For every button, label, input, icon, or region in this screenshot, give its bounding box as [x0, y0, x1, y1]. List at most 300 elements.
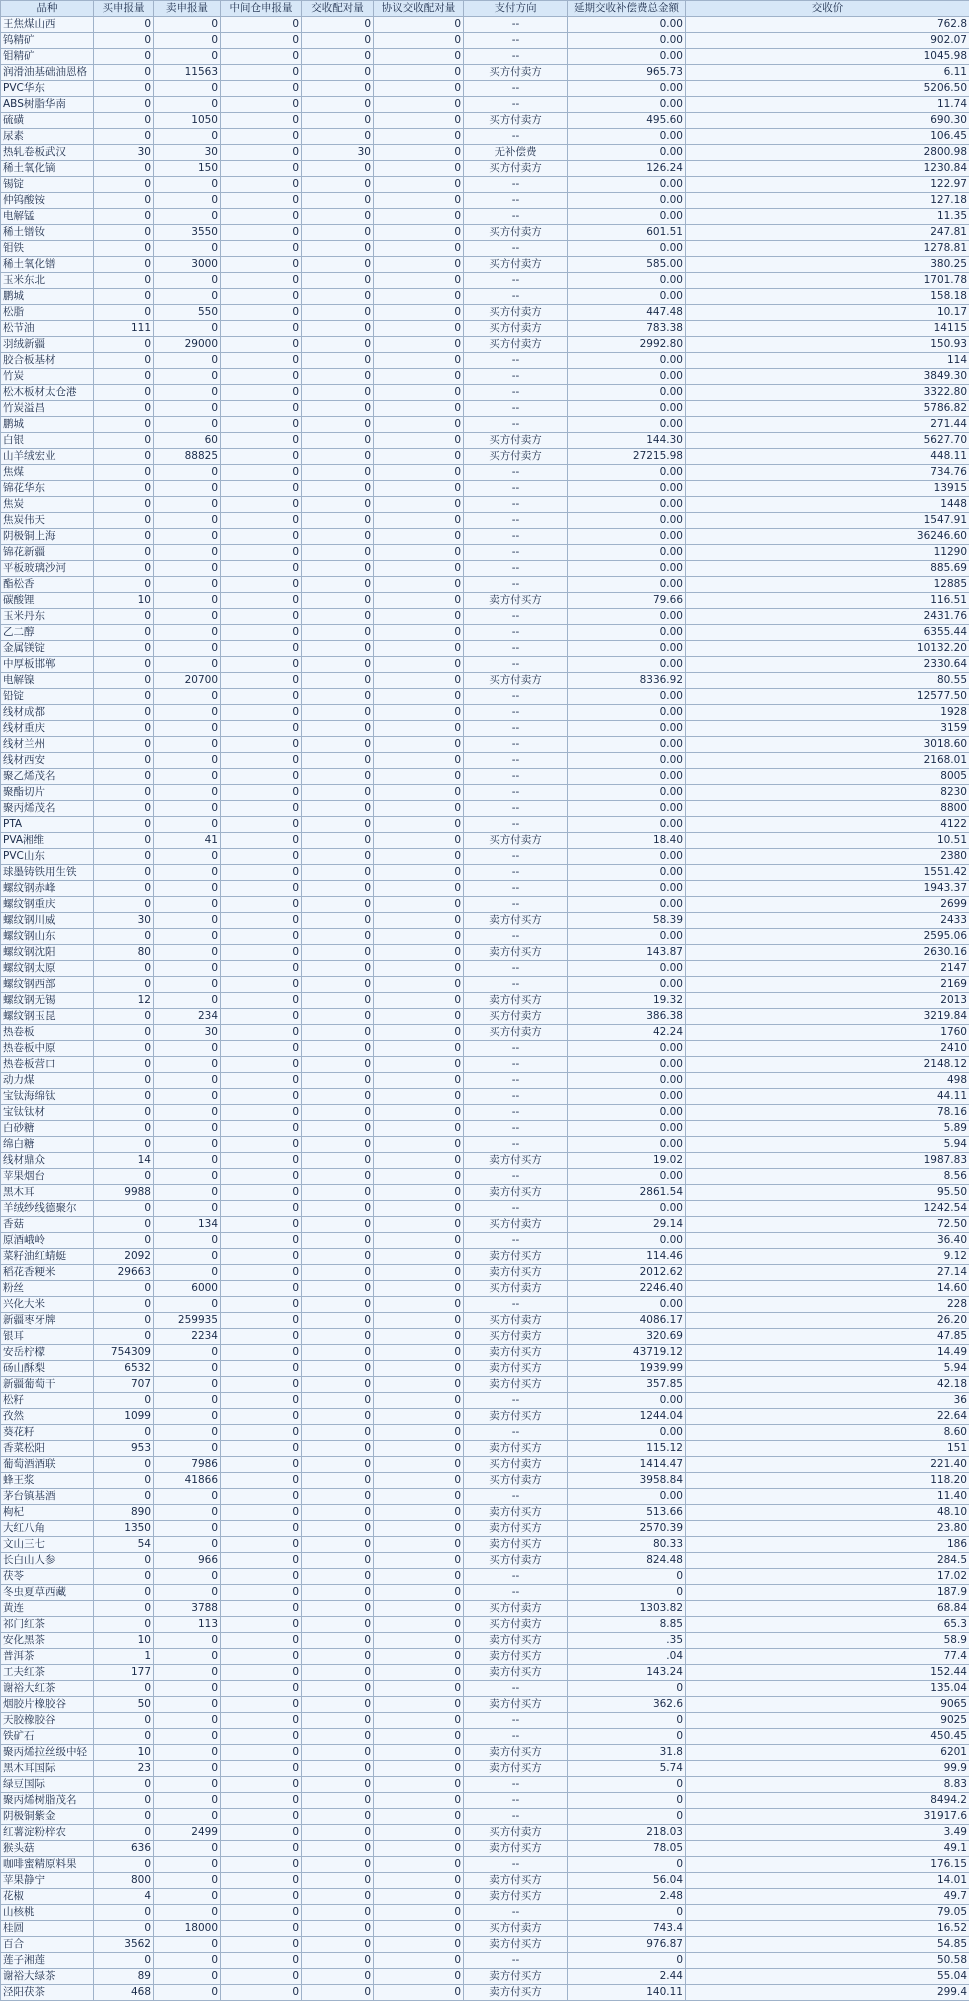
sell-declared-cell: 0 [154, 417, 221, 433]
intermediate-declared-cell: 0 [221, 17, 302, 33]
delivery-price-cell: 65.3 [686, 1617, 969, 1633]
table-row [1, 881, 969, 897]
delivery-price-cell: 2630.16 [686, 945, 969, 961]
agreement-matched-cell: 0 [374, 241, 464, 257]
agreement-matched-cell: 0 [374, 1169, 464, 1185]
delivery-matched-cell: 0 [302, 433, 374, 449]
sell-declared-cell: 11563 [154, 65, 221, 81]
buy-declared-cell: 0 [94, 1281, 154, 1297]
buy-declared-cell: 0 [94, 1425, 154, 1441]
delivery-matched-cell: 0 [302, 1489, 374, 1505]
deferred-compensation-cell: 0 [568, 1569, 686, 1585]
intermediate-declared-cell: 0 [221, 913, 302, 929]
intermediate-declared-cell: 0 [221, 1297, 302, 1313]
delivery-matched-cell: 0 [302, 833, 374, 849]
intermediate-declared-cell: 0 [221, 1969, 302, 1985]
table-row [1, 1217, 969, 1233]
deferred-compensation-cell: 1414.47 [568, 1457, 686, 1473]
payment-direction-cell: -- [464, 641, 568, 657]
deferred-compensation-cell: 0.00 [568, 17, 686, 33]
agreement-matched-cell: 0 [374, 1185, 464, 1201]
table-row [1, 641, 969, 657]
variety-cell: ABS树脂华南 [1, 97, 94, 113]
payment-direction-cell: -- [464, 1713, 568, 1729]
table-row [1, 1297, 969, 1313]
variety-cell: 聚丙烯拉丝级中轻 [1, 1745, 94, 1761]
agreement-matched-cell: 0 [374, 753, 464, 769]
variety-cell: 锦花华东 [1, 481, 94, 497]
intermediate-declared-cell: 0 [221, 1905, 302, 1921]
intermediate-declared-cell: 0 [221, 1329, 302, 1345]
table-row [1, 1985, 969, 2001]
delivery-matched-cell: 0 [302, 1937, 374, 1953]
deferred-compensation-cell: 0.00 [568, 1233, 686, 1249]
sell-declared-cell: 0 [154, 977, 221, 993]
intermediate-declared-cell: 0 [221, 497, 302, 513]
table-row [1, 1105, 969, 1121]
buy-declared-cell: 0 [94, 465, 154, 481]
sell-declared-cell: 0 [154, 1889, 221, 1905]
variety-cell: 螺纹钢赤峰 [1, 881, 94, 897]
delivery-matched-cell: 0 [302, 33, 374, 49]
payment-direction-cell: 买方付卖方 [464, 161, 568, 177]
delivery-matched-cell: 0 [302, 1953, 374, 1969]
variety-cell: 烟胶片橡胶谷 [1, 1697, 94, 1713]
variety-cell: 桂圆 [1, 1921, 94, 1937]
payment-direction-cell: -- [464, 961, 568, 977]
intermediate-declared-cell: 0 [221, 1233, 302, 1249]
agreement-matched-cell: 0 [374, 1201, 464, 1217]
agreement-matched-cell: 0 [374, 705, 464, 721]
payment-direction-cell: -- [464, 657, 568, 673]
intermediate-declared-cell: 0 [221, 1585, 302, 1601]
intermediate-declared-cell: 0 [221, 465, 302, 481]
sell-declared-cell: 1050 [154, 113, 221, 129]
delivery-matched-cell: 0 [302, 97, 374, 113]
sell-declared-cell: 18000 [154, 1921, 221, 1937]
table-row [1, 1809, 969, 1825]
delivery-price-cell: 54.85 [686, 1937, 969, 1953]
table-row [1, 369, 969, 385]
delivery-matched-cell: 0 [302, 1425, 374, 1441]
deferred-compensation-cell: 965.73 [568, 65, 686, 81]
variety-cell: 王焦煤山西 [1, 17, 94, 33]
payment-direction-cell: -- [464, 545, 568, 561]
buy-declared-cell: 0 [94, 353, 154, 369]
variety-cell: 螺纹钢玉昆 [1, 1009, 94, 1025]
payment-direction-cell: -- [464, 1121, 568, 1137]
delivery-matched-cell: 0 [302, 113, 374, 129]
variety-cell: 冬虫夏草西藏 [1, 1585, 94, 1601]
agreement-matched-cell: 0 [374, 1713, 464, 1729]
sell-declared-cell: 3788 [154, 1601, 221, 1617]
sell-declared-cell: 0 [154, 1953, 221, 1969]
delivery-price-cell: 11.74 [686, 97, 969, 113]
buy-declared-cell: 953 [94, 1441, 154, 1457]
payment-direction-cell: -- [464, 481, 568, 497]
intermediate-declared-cell: 0 [221, 145, 302, 161]
payment-direction-cell: 卖方付买方 [464, 1265, 568, 1281]
delivery-matched-cell: 0 [302, 1985, 374, 2001]
sell-declared-cell: 0 [154, 1137, 221, 1153]
buy-declared-cell: 0 [94, 257, 154, 273]
delivery-matched-cell: 0 [302, 225, 374, 241]
deferred-compensation-cell: 0.00 [568, 737, 686, 753]
delivery-price-cell: 2147 [686, 961, 969, 977]
variety-cell: 天胶橡胶谷 [1, 1713, 94, 1729]
delivery-price-cell: 2013 [686, 993, 969, 1009]
payment-direction-cell: -- [464, 897, 568, 913]
deferred-compensation-cell: 0.00 [568, 769, 686, 785]
payment-direction-cell: -- [464, 385, 568, 401]
deferred-compensation-cell: 143.87 [568, 945, 686, 961]
agreement-matched-cell: 0 [374, 369, 464, 385]
delivery-price-cell: 2330.64 [686, 657, 969, 673]
intermediate-declared-cell: 0 [221, 769, 302, 785]
delivery-matched-cell: 0 [302, 161, 374, 177]
buy-declared-cell: 0 [94, 545, 154, 561]
sell-declared-cell: 0 [154, 1057, 221, 1073]
buy-declared-cell: 0 [94, 1009, 154, 1025]
payment-direction-cell: -- [464, 929, 568, 945]
agreement-matched-cell: 0 [374, 1377, 464, 1393]
agreement-matched-cell: 0 [374, 1633, 464, 1649]
payment-direction-cell: -- [464, 401, 568, 417]
deferred-compensation-cell: 495.60 [568, 113, 686, 129]
table-row [1, 1185, 969, 1201]
agreement-matched-cell: 0 [374, 945, 464, 961]
delivery-price-cell: 50.58 [686, 1953, 969, 1969]
intermediate-declared-cell: 0 [221, 1137, 302, 1153]
sell-declared-cell: 0 [154, 1361, 221, 1377]
sell-declared-cell: 0 [154, 1697, 221, 1713]
delivery-matched-cell: 0 [302, 49, 374, 65]
buy-declared-cell: 0 [94, 705, 154, 721]
delivery-matched-cell: 0 [302, 1889, 374, 1905]
intermediate-declared-cell: 0 [221, 1857, 302, 1873]
buy-declared-cell: 2092 [94, 1249, 154, 1265]
variety-cell: 酯松香 [1, 577, 94, 593]
table-row [1, 785, 969, 801]
payment-direction-cell: 卖方付买方 [464, 593, 568, 609]
payment-direction-cell: 卖方付买方 [464, 1889, 568, 1905]
intermediate-declared-cell: 0 [221, 785, 302, 801]
deferred-compensation-cell: 0.00 [568, 241, 686, 257]
payment-direction-cell: -- [464, 1729, 568, 1745]
variety-cell: 孜然 [1, 1409, 94, 1425]
variety-cell: 咖啡蜜精原料果 [1, 1857, 94, 1873]
deferred-compensation-cell: 0.00 [568, 1089, 686, 1105]
delivery-price-cell: 22.64 [686, 1409, 969, 1425]
buy-declared-cell: 0 [94, 1073, 154, 1089]
sell-declared-cell: 0 [154, 465, 221, 481]
variety-cell: 松籽 [1, 1393, 94, 1409]
delivery-price-cell: 3322.80 [686, 385, 969, 401]
delivery-price-cell: 8230 [686, 785, 969, 801]
deferred-compensation-cell: 0.00 [568, 385, 686, 401]
delivery-matched-cell: 0 [302, 609, 374, 625]
buy-declared-cell: 30 [94, 913, 154, 929]
deferred-compensation-cell: 0.00 [568, 401, 686, 417]
deferred-compensation-cell: 0 [568, 1729, 686, 1745]
payment-direction-cell: -- [464, 1489, 568, 1505]
sell-declared-cell: 2234 [154, 1329, 221, 1345]
variety-cell: 葡萄酒酒联 [1, 1457, 94, 1473]
sell-declared-cell: 0 [154, 657, 221, 673]
sell-declared-cell: 20700 [154, 673, 221, 689]
intermediate-declared-cell: 0 [221, 305, 302, 321]
sell-declared-cell: 0 [154, 753, 221, 769]
buy-declared-cell: 0 [94, 641, 154, 657]
delivery-price-cell: 42.18 [686, 1377, 969, 1393]
delivery-price-cell: 1987.83 [686, 1153, 969, 1169]
intermediate-declared-cell: 0 [221, 449, 302, 465]
table-row [1, 1041, 969, 1057]
intermediate-declared-cell: 0 [221, 1841, 302, 1857]
intermediate-declared-cell: 0 [221, 385, 302, 401]
table-row [1, 705, 969, 721]
delivery-matched-cell: 0 [302, 1345, 374, 1361]
variety-cell: 聚酯切片 [1, 785, 94, 801]
agreement-matched-cell: 0 [374, 641, 464, 657]
sell-declared-cell: 234 [154, 1009, 221, 1025]
agreement-matched-cell: 0 [374, 1777, 464, 1793]
buy-declared-cell: 177 [94, 1665, 154, 1681]
payment-direction-cell: -- [464, 1169, 568, 1185]
buy-declared-cell: 0 [94, 1905, 154, 1921]
table-row [1, 1777, 969, 1793]
buy-declared-cell: 0 [94, 241, 154, 257]
payment-direction-cell: 买方付卖方 [464, 1473, 568, 1489]
table-row [1, 1089, 969, 1105]
variety-cell: 螺纹钢西部 [1, 977, 94, 993]
intermediate-declared-cell: 0 [221, 1681, 302, 1697]
buy-declared-cell: 0 [94, 657, 154, 673]
deferred-compensation-cell: 0.00 [568, 289, 686, 305]
deferred-compensation-cell: 0.00 [568, 849, 686, 865]
sell-declared-cell: 0 [154, 1905, 221, 1921]
payment-direction-cell: 买方付卖方 [464, 321, 568, 337]
delivery-price-cell: 1551.42 [686, 865, 969, 881]
agreement-matched-cell: 0 [374, 1041, 464, 1057]
table-row [1, 1457, 969, 1473]
agreement-matched-cell: 0 [374, 321, 464, 337]
delivery-price-cell: 122.97 [686, 177, 969, 193]
table-row [1, 33, 969, 49]
delivery-price-cell: 5206.50 [686, 81, 969, 97]
sell-declared-cell: 0 [154, 1105, 221, 1121]
agreement-matched-cell: 0 [374, 497, 464, 513]
buy-declared-cell: 0 [94, 433, 154, 449]
variety-cell: 长白山人参 [1, 1553, 94, 1569]
agreement-matched-cell: 0 [374, 1489, 464, 1505]
delivery-price-cell: 3219.84 [686, 1009, 969, 1025]
deferred-compensation-cell: 0 [568, 1585, 686, 1601]
delivery-price-cell: 8.83 [686, 1777, 969, 1793]
payment-direction-cell: -- [464, 177, 568, 193]
variety-cell: 莲子湘莲 [1, 1953, 94, 1969]
variety-cell: 粉丝 [1, 1281, 94, 1297]
variety-cell: 枸杞 [1, 1505, 94, 1521]
table-row [1, 1233, 969, 1249]
agreement-matched-cell: 0 [374, 1665, 464, 1681]
buy-declared-cell: 0 [94, 1057, 154, 1073]
payment-direction-cell: -- [464, 193, 568, 209]
delivery-matched-cell: 0 [302, 1905, 374, 1921]
sell-declared-cell: 0 [154, 1073, 221, 1089]
delivery-price-cell: 380.25 [686, 257, 969, 273]
table-row [1, 817, 969, 833]
variety-cell: 砀山酥梨 [1, 1361, 94, 1377]
deferred-compensation-cell: 0.00 [568, 577, 686, 593]
agreement-matched-cell: 0 [374, 113, 464, 129]
payment-direction-cell: -- [464, 273, 568, 289]
intermediate-declared-cell: 0 [221, 193, 302, 209]
payment-direction-cell: 买方付卖方 [464, 225, 568, 241]
table-row [1, 161, 969, 177]
table-row [1, 1569, 969, 1585]
delivery-price-cell: 118.20 [686, 1473, 969, 1489]
variety-cell: 银耳 [1, 1329, 94, 1345]
intermediate-declared-cell: 0 [221, 1649, 302, 1665]
variety-cell: 黑木耳国际 [1, 1761, 94, 1777]
variety-cell: 百合 [1, 1937, 94, 1953]
delivery-price-cell: 6201 [686, 1745, 969, 1761]
agreement-matched-cell: 0 [374, 801, 464, 817]
buy-declared-cell: 0 [94, 1713, 154, 1729]
table-row [1, 865, 969, 881]
buy-declared-cell: 1099 [94, 1409, 154, 1425]
table-row [1, 561, 969, 577]
payment-direction-cell: -- [464, 977, 568, 993]
delivery-matched-cell: 0 [302, 801, 374, 817]
delivery-matched-cell: 0 [302, 1729, 374, 1745]
intermediate-declared-cell: 0 [221, 1185, 302, 1201]
agreement-matched-cell: 0 [374, 657, 464, 673]
delivery-matched-cell: 0 [302, 849, 374, 865]
intermediate-declared-cell: 0 [221, 529, 302, 545]
buy-declared-cell: 0 [94, 1921, 154, 1937]
buy-declared-cell: 0 [94, 1953, 154, 1969]
table-row [1, 257, 969, 273]
payment-direction-cell: 卖方付买方 [464, 1185, 568, 1201]
delivery-matched-cell: 0 [302, 817, 374, 833]
delivery-price-cell: 55.04 [686, 1969, 969, 1985]
agreement-matched-cell: 0 [374, 1681, 464, 1697]
variety-cell: 文山三七 [1, 1537, 94, 1553]
intermediate-declared-cell: 0 [221, 433, 302, 449]
buy-declared-cell: 0 [94, 417, 154, 433]
table-row [1, 17, 969, 33]
buy-declared-cell: 0 [94, 449, 154, 465]
payment-direction-cell: 买方付卖方 [464, 1601, 568, 1617]
table-row [1, 321, 969, 337]
buy-declared-cell: 0 [94, 1137, 154, 1153]
variety-cell: 茅台镇基酒 [1, 1489, 94, 1505]
agreement-matched-cell: 0 [374, 1617, 464, 1633]
delivery-matched-cell: 0 [302, 305, 374, 321]
agreement-matched-cell: 0 [374, 977, 464, 993]
variety-cell: 螺纹钢沈阳 [1, 945, 94, 961]
sell-declared-cell: 0 [154, 1377, 221, 1393]
table-row [1, 1169, 969, 1185]
buy-declared-cell: 0 [94, 1105, 154, 1121]
buy-declared-cell: 0 [94, 225, 154, 241]
table-row [1, 1281, 969, 1297]
table-row [1, 1153, 969, 1169]
variety-cell: 乙二醇 [1, 625, 94, 641]
agreement-matched-cell: 0 [374, 97, 464, 113]
delivery-matched-cell: 0 [302, 961, 374, 977]
agreement-matched-cell: 0 [374, 65, 464, 81]
sell-declared-cell: 0 [154, 1745, 221, 1761]
buy-declared-cell: 0 [94, 1041, 154, 1057]
intermediate-declared-cell: 0 [221, 1313, 302, 1329]
deferred-compensation-cell: 0.00 [568, 657, 686, 673]
sell-declared-cell: 0 [154, 1233, 221, 1249]
variety-cell: 红薯淀粉梓农 [1, 1825, 94, 1841]
agreement-matched-cell: 0 [374, 1825, 464, 1841]
delivery-price-cell: 8.60 [686, 1425, 969, 1441]
payment-direction-cell: 卖方付买方 [464, 1361, 568, 1377]
sell-declared-cell: 0 [154, 241, 221, 257]
deferred-compensation-cell: 0.00 [568, 33, 686, 49]
variety-cell: 菜籽油红蜻蜓 [1, 1249, 94, 1265]
table-row [1, 449, 969, 465]
payment-direction-cell: 买方付卖方 [464, 1329, 568, 1345]
table-row [1, 1649, 969, 1665]
delivery-price-cell: 8.56 [686, 1169, 969, 1185]
payment-direction-cell: 买方付卖方 [464, 673, 568, 689]
sell-declared-cell: 0 [154, 1537, 221, 1553]
deferred-compensation-cell: 0.00 [568, 481, 686, 497]
agreement-matched-cell: 0 [374, 1745, 464, 1761]
deferred-compensation-cell: 1303.82 [568, 1601, 686, 1617]
deferred-compensation-cell: 0.00 [568, 81, 686, 97]
payment-direction-cell: -- [464, 49, 568, 65]
delivery-price-cell: 10132.20 [686, 641, 969, 657]
delivery-price-cell: 734.76 [686, 465, 969, 481]
table-row [1, 1873, 969, 1889]
table-row [1, 481, 969, 497]
table-row [1, 1393, 969, 1409]
intermediate-declared-cell: 0 [221, 513, 302, 529]
delivery-price-cell: 95.50 [686, 1185, 969, 1201]
agreement-matched-cell: 0 [374, 1265, 464, 1281]
variety-cell: 花椒 [1, 1889, 94, 1905]
buy-declared-cell: 0 [94, 1857, 154, 1873]
variety-cell: 绿豆国际 [1, 1777, 94, 1793]
intermediate-declared-cell: 0 [221, 865, 302, 881]
delivery-matched-cell: 0 [302, 337, 374, 353]
delivery-matched-cell: 0 [302, 17, 374, 33]
delivery-matched-cell: 0 [302, 1585, 374, 1601]
deferred-compensation-cell: 0.00 [568, 689, 686, 705]
delivery-price-cell: 12885 [686, 577, 969, 593]
payment-direction-cell: -- [464, 1057, 568, 1073]
deferred-compensation-cell: 0.00 [568, 497, 686, 513]
variety-cell: 安岳柠檬 [1, 1345, 94, 1361]
variety-cell: 钼精矿 [1, 49, 94, 65]
table-body [1, 17, 969, 2001]
table-row [1, 1121, 969, 1137]
table-row [1, 1329, 969, 1345]
table-row [1, 1409, 969, 1425]
agreement-matched-cell: 0 [374, 1729, 464, 1745]
variety-cell: 宝钛海绵钛 [1, 1089, 94, 1105]
delivery-price-cell: 2148.12 [686, 1057, 969, 1073]
variety-cell: 胶合板基材 [1, 353, 94, 369]
